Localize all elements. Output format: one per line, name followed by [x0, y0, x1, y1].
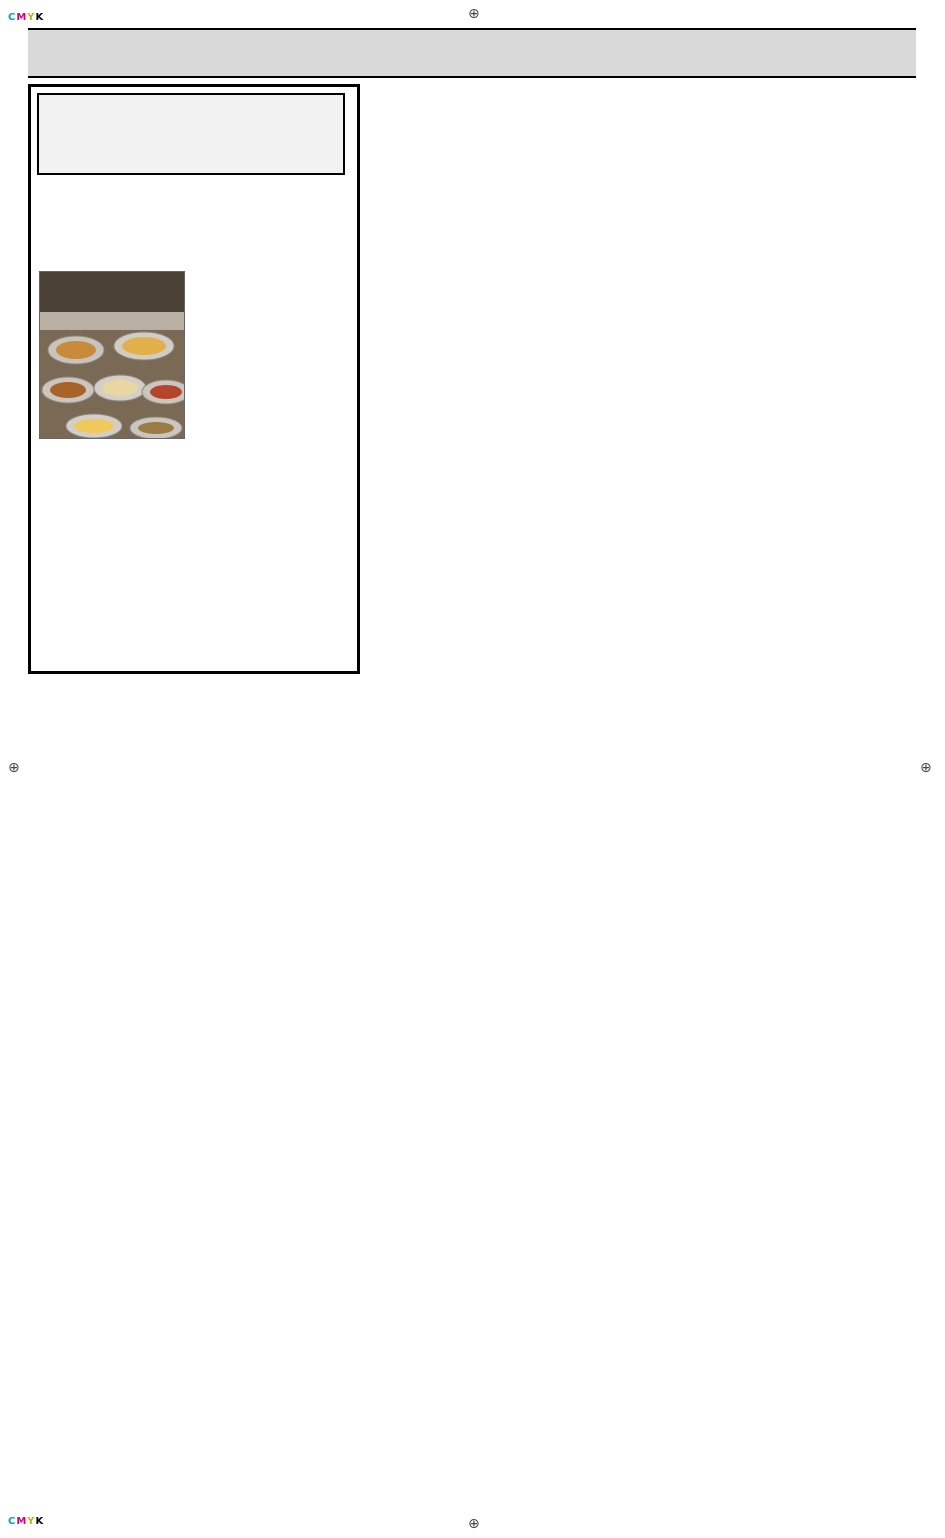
kitchen-headline	[37, 93, 345, 175]
registration-mark-icon: ⊕	[468, 1516, 480, 1532]
registration-mark-icon: ⊕	[468, 6, 480, 22]
registration-mark-icon: ⊕	[8, 760, 20, 776]
kitchen-article	[28, 84, 360, 674]
kitchen-photo-svg	[40, 272, 184, 438]
kitchen-photo	[39, 271, 185, 439]
colorbar-bottom: CMYK	[8, 1516, 45, 1527]
masthead	[28, 28, 916, 78]
kitchen-col1-top	[39, 185, 189, 271]
registration-mark-icon: ⊕	[920, 760, 932, 776]
colorbar-top: CMYK	[8, 12, 45, 23]
